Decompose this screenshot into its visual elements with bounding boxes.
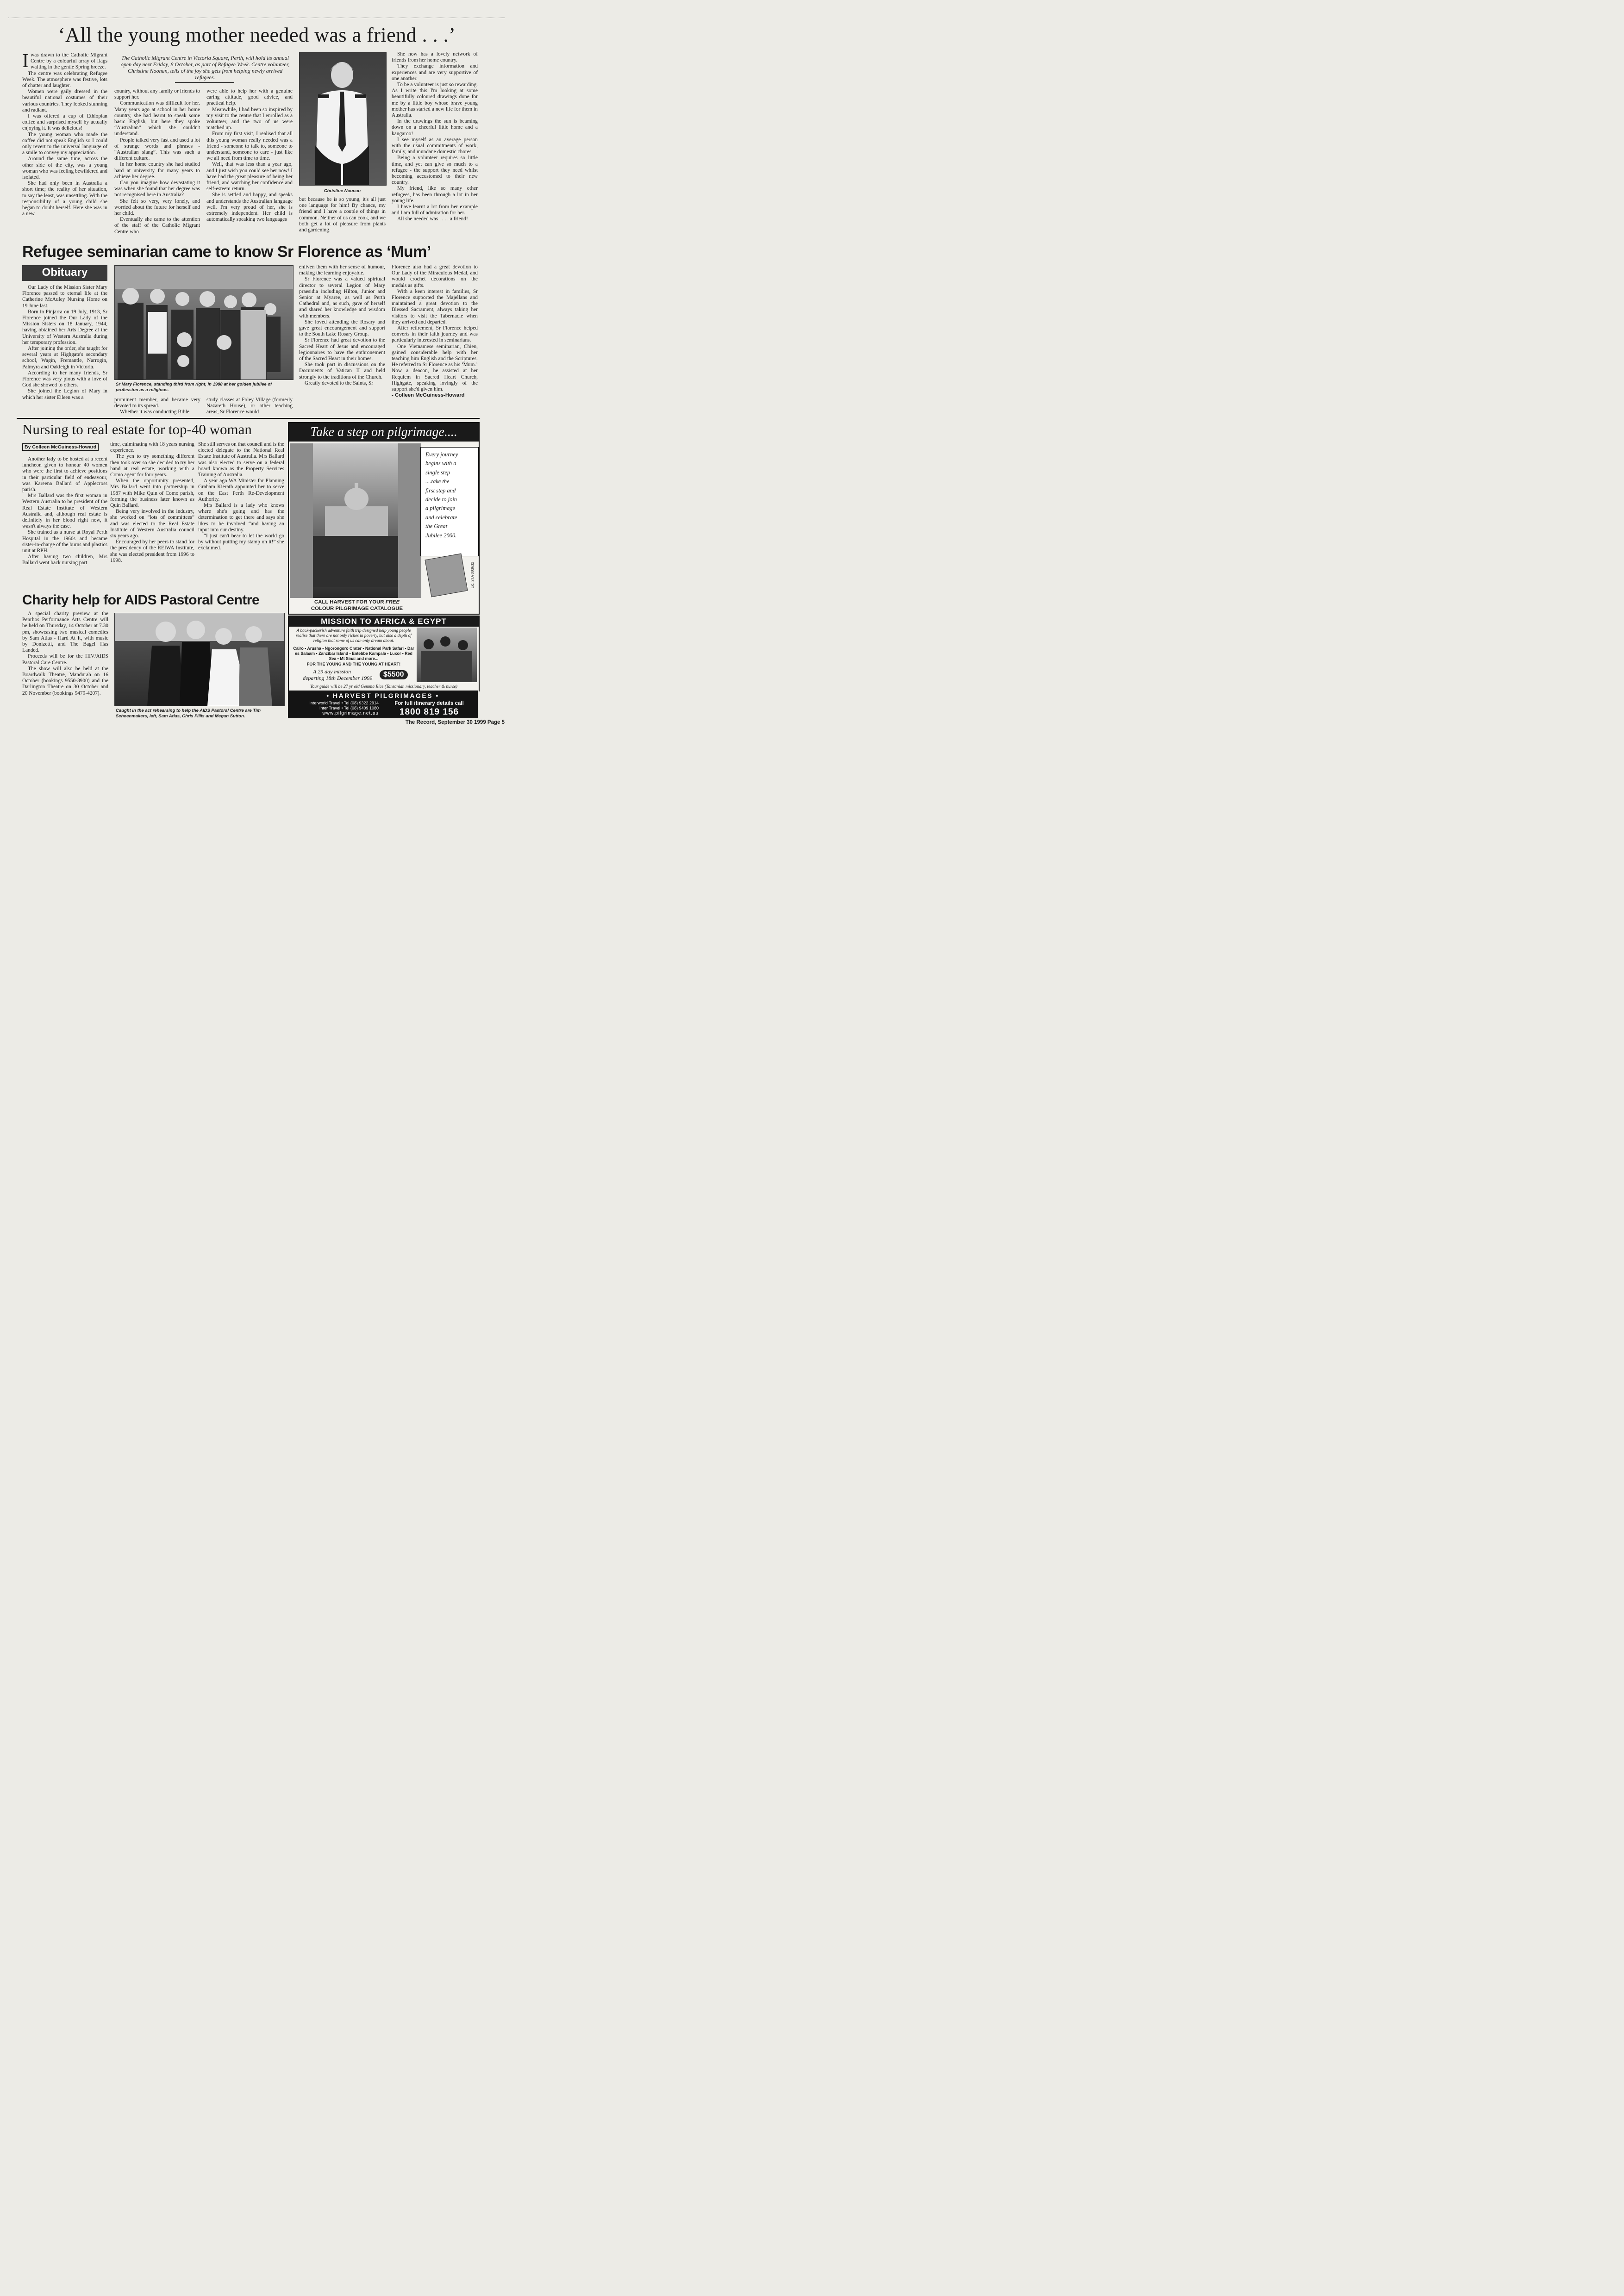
- pilgrimage-ad-header: Take a step on pilgrimage....: [289, 423, 479, 442]
- article1-col5: [392, 51, 478, 223]
- mission-description: A back-packerish adventure faith trip designed help young people realise that there are not only riches in poverty, but also a depth of religion that some of us can only dream about.: [296, 628, 412, 644]
- article3-col1: [22, 456, 107, 566]
- paragraph: In her home country she had studied hard at university for many years to achieve her degree.: [114, 162, 200, 180]
- paragraph: She felt so very, very lonely, and worried about the future for herself and her child.: [114, 198, 200, 217]
- headline-refugee-seminarian: Refugee seminarian came to know Sr Florence as ‘Mum’: [22, 243, 431, 261]
- christine-photo-caption: Christine Noonan: [324, 188, 361, 193]
- catalogue-offer: [290, 599, 424, 612]
- headline-young-mother: ‘All the young mother needed was a friend . . .’: [58, 24, 456, 46]
- paragraph: After retirement, Sr Florence helped converts in their faith journey and was particularly interested in seminarians.: [392, 325, 478, 343]
- box-line: first step and: [425, 487, 456, 494]
- paragraph: prominent member, and became very devoted to its spread.: [114, 397, 200, 409]
- article2-col3: [206, 397, 293, 416]
- paragraph: I have learnt a lot from her example and I am full of admiration for her.: [392, 204, 478, 216]
- box-line: decide to join: [425, 496, 457, 503]
- box-line: single step: [425, 469, 450, 476]
- phone-number[interactable]: 1800 819 156: [399, 707, 459, 717]
- paragraph: Eventually she came to the attention of the staff of the Catholic Migrant Centre who: [114, 217, 200, 235]
- paragraph: Women were gaily dressed in the beautiful national costumes of their various countries. They looked stunning and radiant.: [22, 89, 107, 113]
- website-link[interactable]: www.pilgrimage.net.au: [322, 711, 379, 716]
- paragraph: She is settled and happy, and speaks and understands the Australian language well. I'm very proud of her, she is extremely independent. Her child is automatically speaking two languages: [206, 192, 293, 223]
- page-footer: The Record, September 30 1999 Page 5: [405, 720, 505, 725]
- travel-agents: [291, 701, 379, 716]
- paragraph: A special charity preview at the Penrhos Performance Arts Centre will be held on Thursday, 14 October at 7.30 pm, showcasing two musical comedies by Sam Atlas - Hard At It, with music by Donizetti, and The Bagel Has Landed.: [22, 611, 108, 653]
- article3-col2: [110, 442, 194, 564]
- paragraph: Florence also had a great devotion to Our Lady of the Miraculous Medal, and would crochet decorations on the medals as gifts.: [392, 264, 478, 288]
- paragraph: She now has a lovely network of friends from her home country.: [392, 51, 478, 63]
- obituary-signoff: - Colleen McGuiness-Howard: [392, 392, 465, 398]
- paragraph: Our Lady of the Mission Sister Mary Florence passed to eternal life at the Catherine McAuley Nursing Home on 19 June last.: [22, 285, 107, 309]
- paragraph: time, culminating with 18 years nursing experience.: [110, 442, 194, 454]
- paragraph: Being very involved in the industry, she worked on “lots of committees” and was elected to the Real Estate Institute of Western Australia council six years ago.: [110, 509, 194, 539]
- sr-florence-photo-caption: Sr Mary Florence, standing third from right, in 1988 at her golden jubilee of profession as a religious.: [116, 382, 272, 392]
- paragraph: According to her many friends, Sr Florence was very pious with a love of God she showed to others.: [22, 370, 107, 388]
- company-name: • HARVEST PILGRIMAGES •: [326, 692, 439, 699]
- paragraph: To be a volunteer is just so rewarding. As I write this I'm looking at some beautifully coloured drawings done for me by a little boy whose brave young mother has started a new life for them in Australia.: [392, 82, 478, 118]
- paragraph: She loved attending the Rosary and gave great encouragement and support to the South Lake Rosary Group.: [299, 319, 385, 337]
- aids-photo-caption: Caught in the act rehearsing to help the AIDS Pastoral Centre are Tim Schoenmakers, left, Sam Atlas, Chris Fillis and Megan Sutton.: [116, 708, 261, 719]
- paragraph: Sr Florence was a valued spiritual director to several Legion of Mary praesidia including Hilton, Junior and Senior at Myaree, as well as Perth Cathedral and, as such, gave of herself and shared her knowledge and wisdom with members.: [299, 276, 385, 319]
- paragraph: With a keen interest in families, Sr Florence supported the Majellans and maintained a great devotion to the Blessed Sacrament, always taking her visitors to visit the Tabernacle when they arrived and departed.: [392, 288, 478, 325]
- paragraph: Being a volunteer requires so little time, and yet can give so much to a refugee - the support they need whilst becoming accustomed to their new country.: [392, 155, 478, 186]
- paragraph: She had only been in Australia a short time; the reality of her situation, to say the least, was unsettling. With the responsibility of a young child she began to doubt herself. Here she was in a new: [22, 180, 107, 217]
- article3-col3: [198, 442, 284, 552]
- travel-agent-1: Interworld Travel • Tel (08) 9322 2914: [309, 701, 379, 705]
- st-peters-image: [290, 443, 421, 598]
- paragraph: enliven them with her sense of humour, making the learning enjoyable.: [299, 264, 385, 276]
- article4-col1: [22, 611, 108, 697]
- paragraph: A year ago WA Minister for Planning Graham Kierath appointed her to serve on the East Perth Re-Development Authority.: [198, 478, 284, 502]
- headline-nursing-real-estate: Nursing to real estate for top-40 woman: [22, 421, 252, 437]
- sr-florence-jubilee-photo: [114, 265, 294, 380]
- box-line: Every journey: [425, 451, 458, 458]
- paragraph: Mrs Ballard is a lady who knows where she's going and has the determination to get there and says she likes to be involved “and having an input into our destiny.: [198, 503, 284, 533]
- paragraph: She took part in discussions on the Documents of Vatican II and held strongly to the traditions of the Church.: [299, 362, 385, 380]
- article3-byline: By Colleen McGuiness-Howard: [22, 443, 99, 451]
- mission-group-figures: [417, 628, 477, 682]
- paragraph: Mrs Ballard was the first woman in Western Australia to be president of the Real Estate Institute of Western Australia and, although real estate is definitely in her blood right now, it wasn't always the case.: [22, 493, 107, 529]
- harvest-footer: [288, 691, 478, 718]
- paragraph: People talked very fast and used a lot of strange words and phrases - “Australian slang”. This was such a different culture.: [114, 137, 200, 162]
- catalogue-image: [425, 554, 468, 597]
- paragraph: In the drawings the sun is beaming down on a cheerful little home and a kangaroo!: [392, 118, 478, 137]
- article1-col3: [206, 88, 293, 223]
- aids-charity-rehearsal-photo: [114, 613, 285, 706]
- catalogue-line2: COLOUR PILGRIMAGE CATALOGUE: [311, 606, 403, 611]
- mission-destinations: Cairo • Arusha • Ngorongoro Crater • National Park Safari • Dar es Salaam • Zanzibar Island • Entebbe Kampala • Luxor • Red Sea • Mt Sinai and more...: [293, 646, 414, 661]
- paragraph: Can you imagine how devastating it was when she found that her degree was not recognised here in Australia?: [114, 180, 200, 198]
- call-prompt: For full itinerary details call: [394, 701, 464, 706]
- st-peters-illustration: [290, 443, 421, 598]
- paragraph: The show will also be held at the Boardwalk Theatre, Mandurah on 16 October (bookings 9550-3900) and the Darlington Theatre on 30 October and 20 November (bookings 9479-4207).: [22, 666, 108, 696]
- paragraph: “I just can't bear to let the world go by without putting my stamp on it!” she exclaimed.: [198, 533, 284, 551]
- paragraph: country, without any family or friends to support her.: [114, 88, 200, 100]
- mission-duration: [303, 668, 372, 681]
- paragraph: were able to help her with a genuine caring attitude, good advice, and practical help.: [206, 88, 293, 106]
- article2-col2: [114, 397, 200, 416]
- paragraph: Another lady to be hosted at a recent luncheon given to honour 40 women who were the first to achieve positions in their particular field of endeavour, was Kareena Ballard of Applecross parish.: [22, 456, 107, 493]
- paragraph: The young woman who made the coffee did not speak English so I could only revert to the universal language of a smile to convey my appreciation.: [22, 131, 107, 156]
- paragraph: From my first visit, I realised that all this young woman really needed was a friend - someone to talk to, someone to understand, someone to care - just like we all need from time to time.: [206, 131, 293, 162]
- paragraph: One Vietnamese seminarian, Chien, gained considerable help with her teaching him English and the Scriptures. He referred to Sr Florence as his ‘Mum.’ Now a deacon, he assisted at her Requiem in Sacred Heart Church, Highgate, speaking lovingly of the support she'd given him.: [392, 343, 478, 392]
- paragraph: Around the same time, across the other side of the city, was a young woman who was feeling bewildered and isolated.: [22, 156, 107, 180]
- paragraph: All she needed was . . . . a friend!: [397, 216, 468, 222]
- box-line: the Great: [425, 523, 448, 530]
- rehearsal-figures: [115, 613, 284, 706]
- paragraph: I see myself as an average person with the usual commitments of work, family, and mundane domestic chores.: [392, 137, 478, 155]
- drop-cap: I: [22, 50, 29, 72]
- paragraph: After joining the order, she taught for several years at Highgate's secondary school, Wagin, Fremantle, Narrogin, Palmyra and Oakleigh in Victoria.: [22, 346, 107, 370]
- paragraph: was drawn to the Catholic Migrant Centre by a colourful array of flags wafting in the gentle Spring breeze.: [31, 52, 107, 70]
- travel-agent-2: Inter Travel • Tel (08) 9409 1080: [319, 706, 379, 710]
- intro-rule: [175, 82, 234, 83]
- article2-col4: [299, 264, 385, 386]
- article1-col4: [299, 197, 386, 233]
- paragraph: Well, that was less than a year ago, and I just wish you could see her now! I have had the great pleasure of being her friend, and watching her confidence and self-esteem return.: [206, 162, 293, 192]
- mission-tagline: FOR THE YOUNG AND THE YOUNG AT HEART!: [306, 662, 401, 666]
- article1-intro: The Catholic Migrant Centre in Victoria Square, Perth, will hold its annual open day next Friday, 8 October, as part of Refugee Week. Centre volunteer, Christine Noonan, tells of the joy she gets from helping newly arrived refugees.: [120, 55, 290, 81]
- box-line: ....take the: [425, 478, 450, 485]
- paragraph: Encouraged by her peers to stand for the presidency of the REIWA Institute, she was elected president from 1996 to 1998.: [110, 539, 194, 563]
- licence-number: Lic. 2TA 003632: [470, 562, 475, 589]
- paragraph: My friend, like so many other refugees, has been through a lot in her young life.: [392, 186, 478, 204]
- box-line: begins with a: [425, 460, 456, 467]
- price-badge: $5500: [380, 670, 408, 679]
- every-journey-box: [420, 447, 479, 556]
- mission-africa-ad: [288, 616, 480, 691]
- box-line: Jubilee 2000.: [425, 532, 457, 539]
- paragraph: When the opportunity presented, Mrs Ballard went into partnership in 1987 with Mike Quin of Como parish, forming the business later known as Quin Ballard.: [110, 478, 194, 509]
- paragraph: After having two children, Mrs Ballard went back nursing part: [22, 554, 107, 566]
- paragraph: The centre was celebrating Refugee Week. The atmosphere was festive, lots of chatter and laughter.: [22, 70, 107, 89]
- paragraph: Greatly devoted to the Saints, Sr: [305, 380, 374, 386]
- section-divider: [17, 418, 480, 419]
- obituary-tag: Obituary: [22, 265, 107, 281]
- paragraph: I was offered a cup of Ethiopian coffee and surprised myself by actually enjoying it. It was delicious!: [22, 113, 107, 131]
- paragraph: Meanwhile, I had been so inspired by my visit to the centre that I enrolled as a volunteer, and the two of us were matched up.: [206, 106, 293, 131]
- paragraph: She trained as a nurse at Royal Perth Hospital in the 1960s and became sister-in-charge of the burns and plastics unit at RPH.: [22, 529, 107, 554]
- paragraph: Sr Florence had great devotion to the Sacred Heart of Jesus and encouraged legionnaires to have the enthronement of the Sacred Heart in their homes.: [299, 337, 385, 362]
- pilgrimage-ad: [288, 422, 480, 615]
- paragraph: Communication was difficult for her. Many years ago at school in her home country, she had learnt to speak some basic English, but here they spoke “Australian” which she couldn't understand.: [114, 100, 200, 137]
- paragraph: Proceeds will be for the HIV/AIDS Pastoral Care Centre.: [22, 653, 108, 666]
- box-line: a pilgrimage: [425, 505, 456, 512]
- duration-line: A 29 day mission: [313, 668, 351, 675]
- mission-title: MISSION TO AFRICA & EGYPT: [289, 616, 479, 627]
- article1-col1: [22, 52, 107, 217]
- article2-col5: [392, 264, 478, 398]
- group-figures: [115, 266, 293, 380]
- departing-line: departing 18th December 1999: [303, 675, 373, 681]
- mission-group-photo: [417, 628, 477, 682]
- paragraph: Born in Pinjarra on 19 July, 1913, Sr Florence joined the Our Lady of the Mission Sisters on 18 January, 1944, having obtained her Arts Degree at the University of Western Australia during her temporary profession.: [22, 309, 107, 345]
- christine-noonan-photo: [299, 52, 387, 186]
- paragraph: She joined the Legion of Mary in which her sister Eileen was a: [22, 388, 107, 400]
- catalogue-free: FREE: [385, 599, 400, 605]
- catalogue-line1: CALL HARVEST FOR YOUR: [314, 599, 384, 605]
- box-line: and celebrate: [425, 514, 457, 521]
- headline-charity-aids: Charity help for AIDS Pastoral Centre: [22, 592, 260, 608]
- paragraph: The yen to try something different then took over so she decided to try her hand at real estate, working with a Como agent for four years.: [110, 454, 194, 478]
- paragraph: study classes at Foley Village (formerly Nazareth House), or other teaching areas, Sr Florence would: [206, 397, 293, 415]
- paragraph: She still serves on that council and is the elected delegate to the National Real Estate Institute of Australia. Mrs Ballard was also elected to serve on a federal board known as the Property Services Training of Australia.: [198, 442, 284, 478]
- paragraph: They exchange information and experiences and are very supportive of one another.: [392, 63, 478, 81]
- article1-col2: [114, 88, 200, 235]
- article2-col1: [22, 285, 107, 401]
- paragraph: Whether it was conducting Bible: [120, 409, 189, 415]
- guide-note: Your guide will be 27 yr old Gemma Rice (Tanzanian missionary, teacher & nurse): [310, 684, 457, 689]
- paragraph: but because he is so young, it's all just one language for him! By chance, my friend and I have a couple of things in common. Neither of us can cook, and we both get a lot of pleasure from plants and gardening.: [299, 197, 386, 233]
- portrait-figure: [300, 53, 386, 185]
